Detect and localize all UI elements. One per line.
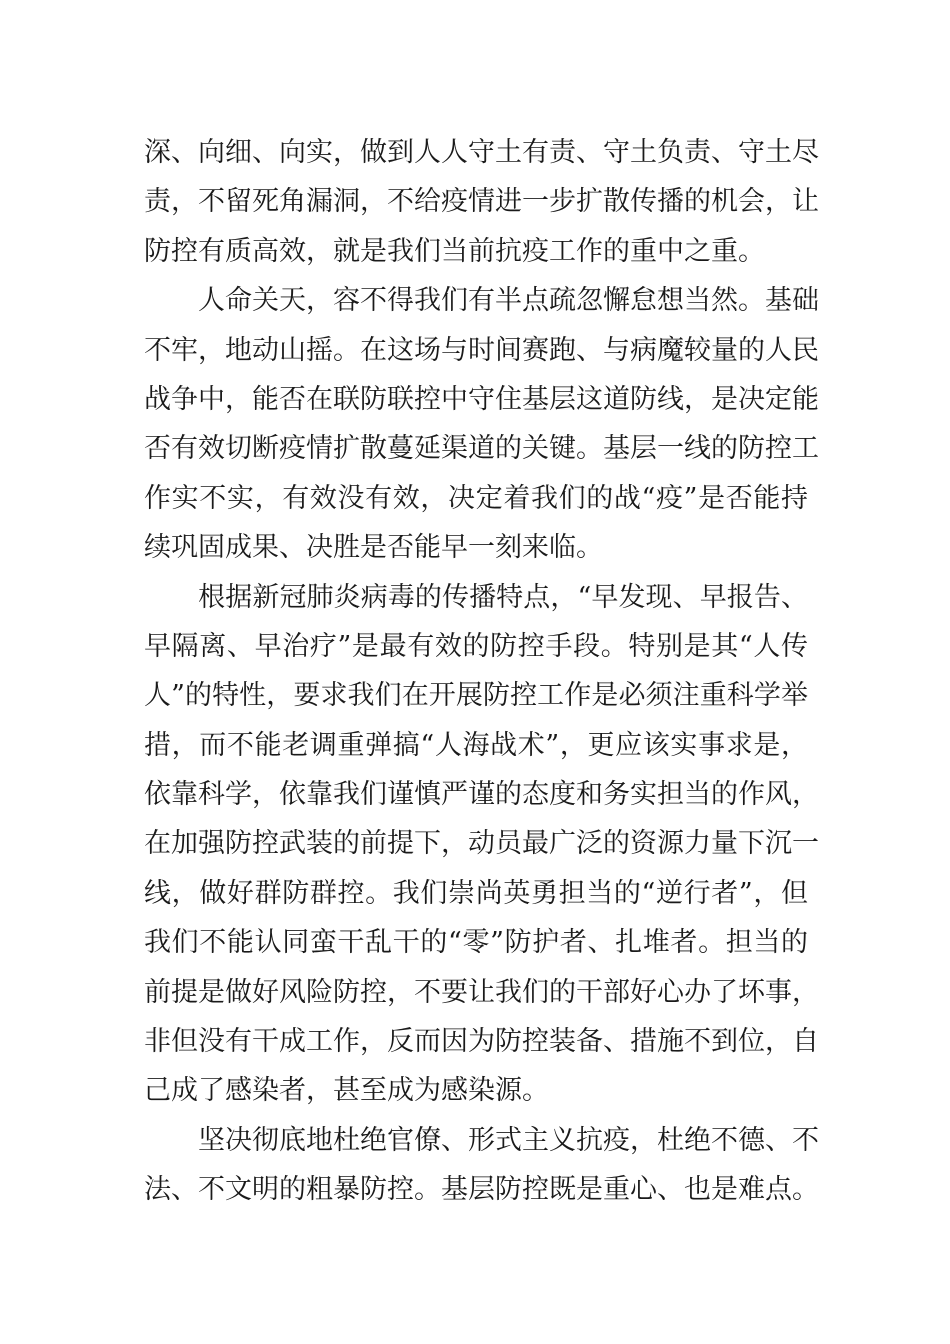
text-line: 线，做好群防群控。我们崇尚英勇担当的“逆行者”，但 bbox=[144, 877, 808, 909]
text-line: 坚决彻底地杜绝官僚、形式主义抗疫，杜绝不德、不 bbox=[144, 1124, 819, 1156]
text-line: 责，不留死角漏洞，不给疫情进一步扩散传播的机会，让 bbox=[144, 186, 819, 218]
text-line: 前提是做好风险防控，不要让我们的干部好心办了坏事， bbox=[144, 976, 819, 1008]
paragraph bbox=[144, 128, 819, 276]
text-line: 深、向细、向实，做到人人守土有责、守土负责、守土尽 bbox=[144, 137, 819, 168]
text-line: 我们不能认同蛮干乱干的“零”防护者、扎堆者。担当的 bbox=[144, 927, 808, 959]
text-line: 人”的特性，要求我们在开展防控工作是必须注重科学举 bbox=[144, 680, 808, 712]
text-line: 措，而不能老调重弹搞“人海战术”，更应该实事求是， bbox=[144, 729, 808, 761]
text-line: 人命关天，容不得我们有半点疏忽懈怠想当然。基础 bbox=[144, 285, 819, 317]
text-line: 早隔离、早治疗”是最有效的防控手段。特别是其“人传 bbox=[144, 630, 808, 662]
paragraph bbox=[144, 276, 819, 572]
body-text bbox=[144, 128, 819, 1215]
text-line: 在加强防控武装的前提下，动员最广泛的资源力量下沉一 bbox=[144, 828, 819, 860]
text-line: 依靠科学，依靠我们谨慎严谨的态度和务实担当的作风， bbox=[144, 779, 819, 811]
text-line: 续巩固成果、决胜是否能早一刻来临。 bbox=[144, 532, 603, 564]
paragraph bbox=[144, 573, 819, 1116]
text-line: 己成了感染者，甚至成为感染源。 bbox=[144, 1075, 549, 1107]
text-line: 非但没有干成工作，反而因为防控装备、措施不到位，自 bbox=[144, 1026, 819, 1058]
text-line: 作实不实，有效没有效，决定着我们的战“疫”是否能持 bbox=[144, 482, 808, 514]
text-line: 根据新冠肺炎病毒的传播特点，“早发现、早报告、 bbox=[144, 581, 808, 613]
text-line: 战争中，能否在联防联控中守住基层这道防线，是决定能 bbox=[144, 383, 819, 415]
paragraph bbox=[144, 1116, 819, 1215]
text-line: 否有效切断疫情扩散蔓延渠道的关键。基层一线的防控工 bbox=[144, 433, 819, 465]
text-line: 防控有质高效，就是我们当前抗疫工作的重中之重。 bbox=[144, 235, 765, 267]
text-line: 不牢，地动山摇。在这场与时间赛跑、与病魔较量的人民 bbox=[144, 334, 819, 366]
text-line: 法、不文明的粗暴防控。基层防控既是重心、也是难点。 bbox=[144, 1174, 819, 1206]
